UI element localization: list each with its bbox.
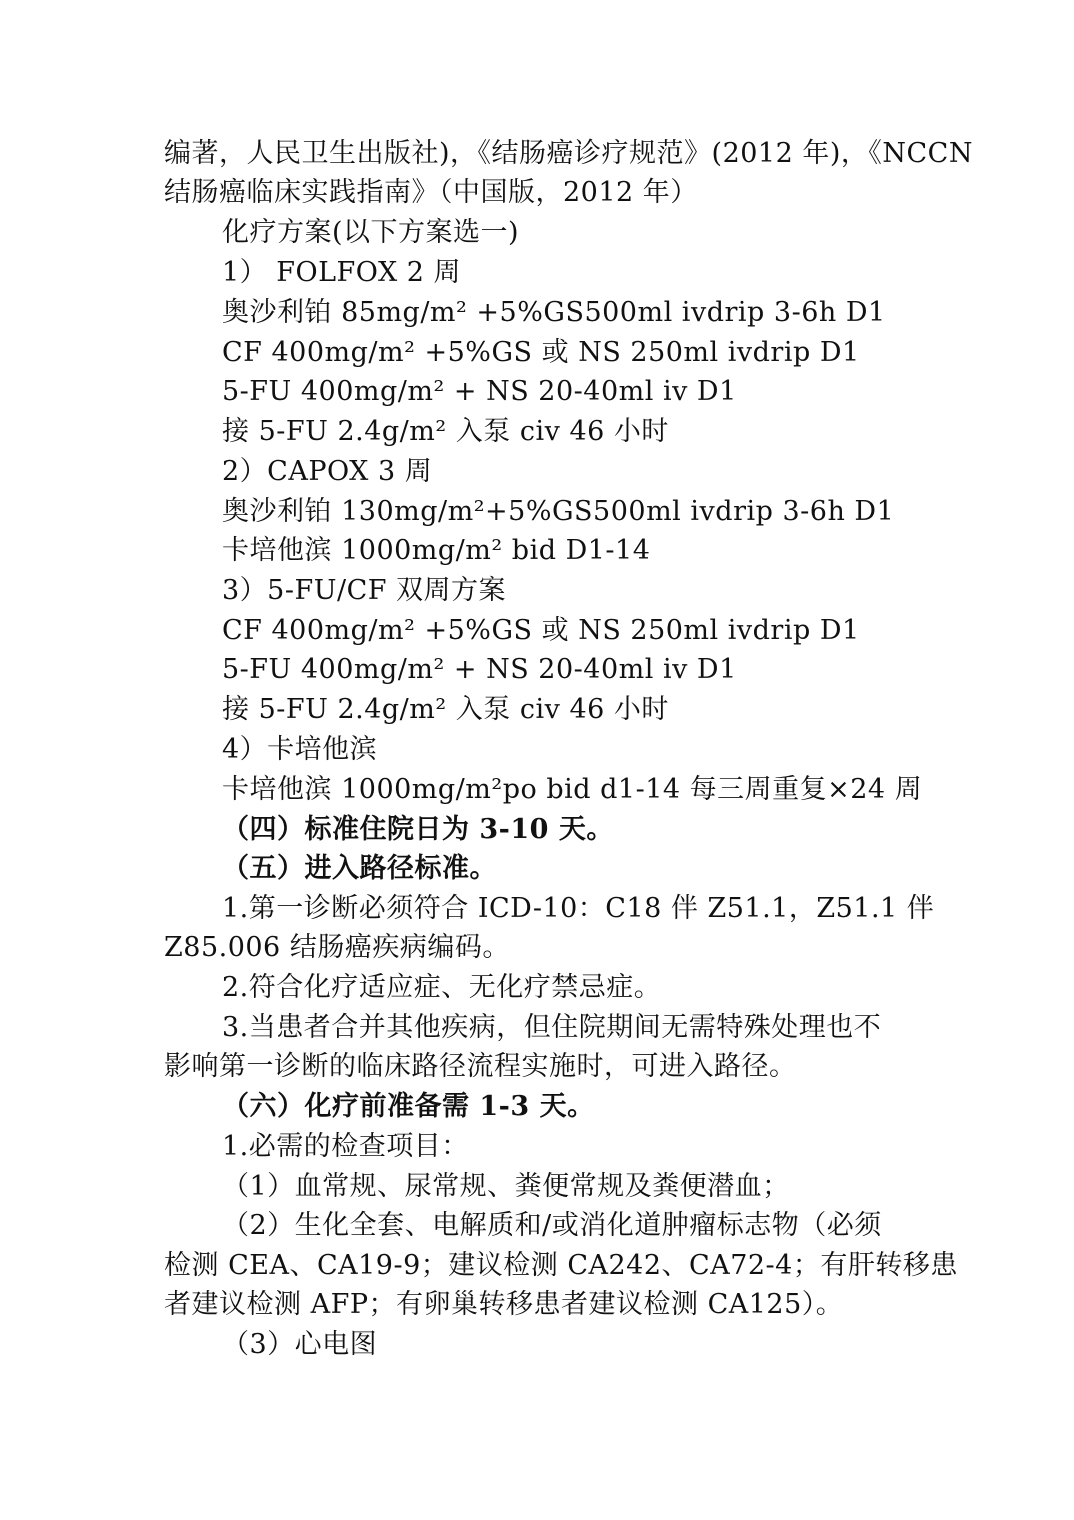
text-line: 接 5-FU 2.4g/m² 入泵 civ 46 小时: [222, 694, 669, 725]
section-heading: （四）标准住院日为 3-10 天。: [222, 814, 614, 845]
text-line: 检测 CEA、CA19-9；建议检测 CA242、CA72-4；有肝转移患: [164, 1250, 958, 1281]
text-line: Z85.006 结肠癌疾病编码。: [164, 932, 510, 963]
text-line: 5-FU 400mg/m² + NS 20-40ml iv D1: [222, 654, 737, 685]
text-line: 影响第一诊断的临床路径流程实施时，可进入路径。: [164, 1051, 797, 1082]
text-line: 2.符合化疗适应症、无化疗禁忌症。: [222, 972, 662, 1003]
text-line: （3）心电图: [222, 1329, 378, 1360]
text-line: 接 5-FU 2.4g/m² 入泵 civ 46 小时: [222, 416, 669, 447]
section-heading: （五）进入路径标准。: [222, 853, 497, 884]
text-line: 编著，人民卫生出版社)，《结肠癌诊疗规范》(2012 年)，《NCCN: [164, 138, 973, 169]
text-line: 3.当患者合并其他疾病，但住院期间无需特殊处理也不: [222, 1012, 882, 1043]
text-line: 卡培他滨 1000mg/m² bid D1-14: [222, 535, 651, 566]
text-line: 3）5-FU/CF 双周方案: [222, 575, 507, 606]
text-line: （1）血常规、尿常规、粪便常规及粪便潜血；: [222, 1171, 790, 1202]
text-line: 1.必需的检查项目：: [222, 1131, 469, 1162]
text-line: 化疗方案(以下方案选一): [222, 217, 520, 248]
section-heading: （六）化疗前准备需 1-3 天。: [222, 1091, 595, 1122]
text-line: CF 400mg/m² +5%GS 或 NS 250ml ivdrip D1: [222, 615, 860, 646]
text-line: （2）生化全套、电解质和/或消化道肿瘤标志物（必须: [222, 1210, 882, 1241]
text-line: 4）卡培他滨: [222, 734, 378, 765]
text-line: CF 400mg/m² +5%GS 或 NS 250ml ivdrip D1: [222, 337, 860, 368]
text-line: 5-FU 400mg/m² + NS 20-40ml iv D1: [222, 376, 737, 407]
text-line: 者建议检测 AFP；有卵巢转移患者建议检测 CA125）。: [164, 1289, 844, 1320]
text-line: 奥沙利铂 85mg/m² +5%GS500ml ivdrip 3-6h D1: [222, 297, 886, 328]
text-line: 1.第一诊断必须符合 ICD-10：C18 伴 Z51.1，Z51.1 伴: [222, 893, 935, 924]
text-line: 2）CAPOX 3 周: [222, 456, 433, 487]
text-line: 结肠癌临床实践指南》（中国版，2012 年）: [164, 177, 698, 208]
text-line: 1） FOLFOX 2 周: [222, 257, 462, 288]
text-line: 卡培他滨 1000mg/m²po bid d1-14 每三周重复×24 周: [222, 774, 923, 805]
text-line: 奥沙利铂 130mg/m²+5%GS500ml ivdrip 3-6h D1: [222, 496, 895, 527]
